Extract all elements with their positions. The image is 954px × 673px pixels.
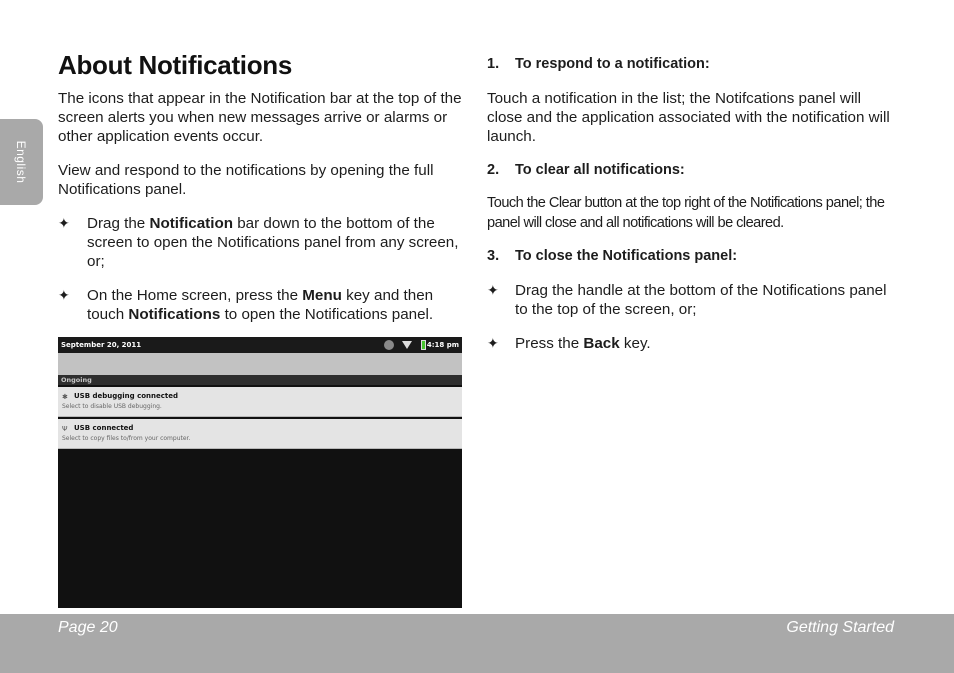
status-bar bbox=[58, 337, 462, 353]
notification-item[interactable]: ✱ USB debugging connected Select to disable USB debugging. bbox=[58, 387, 462, 417]
step-1-text: Touch a notification in the list; the Notifcations panel will close and the application associated with the notification will launch. bbox=[487, 90, 890, 145]
bullet-star-icon: ✦ bbox=[487, 335, 499, 351]
notification-item[interactable]: Ψ USB connected Select to copy files to/from your computer. bbox=[58, 419, 462, 449]
notifications-panel-screenshot bbox=[58, 337, 462, 608]
step-2-text: Touch the Clear button at the top right of the Notifications panel; the panel will close and all notifications will be cleared. bbox=[487, 195, 885, 231]
bullet-back-key: ✦ Press the Back key. bbox=[487, 335, 651, 352]
wifi-icon bbox=[402, 341, 412, 349]
battery-icon bbox=[421, 340, 426, 350]
bullet-star-icon: ✦ bbox=[58, 215, 70, 231]
bullet-home-menu: ✦ On the Home screen, press the Menu key and then touch Notifications to open the Notifications panel. bbox=[58, 287, 434, 323]
panel-header bbox=[58, 353, 462, 375]
android-icon: ✱ bbox=[62, 393, 68, 401]
language-label: English bbox=[14, 140, 28, 184]
usb-icon: Ψ bbox=[62, 425, 68, 433]
page-footer bbox=[0, 614, 954, 673]
language-side-tab bbox=[0, 119, 43, 205]
ongoing-section-header: Ongoing bbox=[58, 375, 462, 385]
status-date: September 20, 2011 bbox=[61, 341, 142, 349]
status-time: 4:18 pm bbox=[426, 341, 459, 349]
intro-paragraph: The icons that appear in the Notification bar at the top of the screen alerts you when new messages arrive or alarms or other application events occur. bbox=[58, 90, 462, 145]
page-title: About Notifications bbox=[58, 50, 293, 80]
bullet-star-icon: ✦ bbox=[487, 282, 499, 298]
bullet-star-icon: ✦ bbox=[58, 287, 70, 303]
bullet-drag-notification: ✦ Drag the Notification bar down to the bottom of the screen to open the Notifications panel from any screen, or; bbox=[58, 215, 459, 270]
section-name: Getting Started bbox=[786, 619, 894, 636]
bullet-drag-handle: ✦ Drag the handle at the bottom of the Notifications panel to the top of the screen, or; bbox=[487, 282, 887, 318]
sync-icon bbox=[384, 340, 394, 350]
page-number: Page 20 bbox=[58, 619, 118, 636]
view-paragraph: View and respond to the notifications by opening the full Notifications panel. bbox=[58, 162, 434, 198]
